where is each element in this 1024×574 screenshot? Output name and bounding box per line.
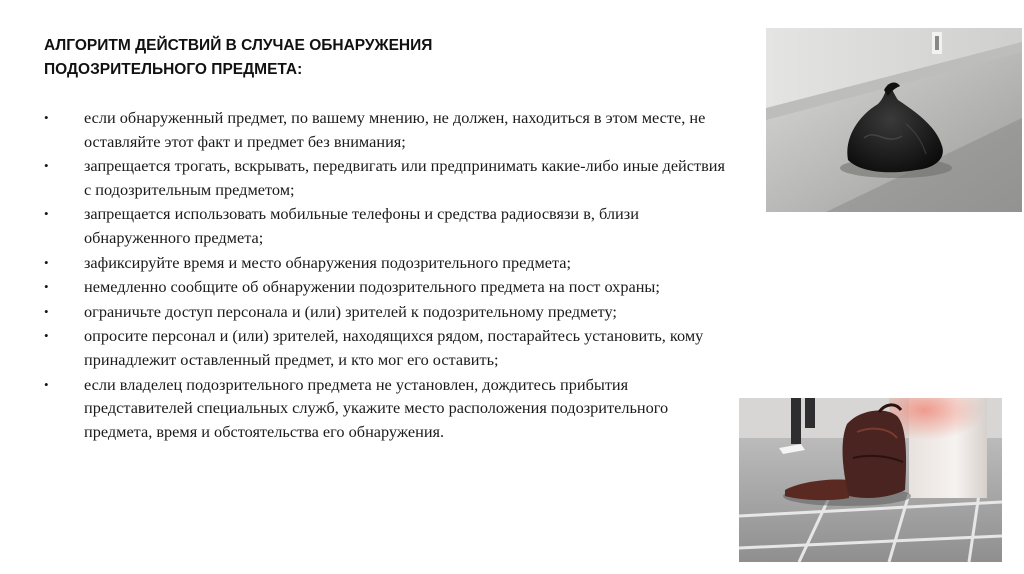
bullet-icon: •	[44, 376, 49, 392]
list-item-text: запрещается использовать мобильные телефоны и средства радиосвязи в, близи обнаруженного предмета;	[84, 204, 639, 247]
title-line: ПОДОЗРИТЕЛЬНОГО ПРЕДМЕТА:	[44, 61, 303, 78]
list-item-text: опросите персонал и (или) зрителей, находящихся рядом, постарайтесь установить, кому принадлежит оставленный предмет, и кто мог его оставить;	[84, 326, 704, 369]
list-item-text: зафиксируйте время и место обнаружения подозрительного предмета;	[84, 252, 572, 272]
bullet-icon: •	[44, 279, 49, 295]
list-item-text: если владелец подозрительного предмета не установлен, дождитесь прибытия представителей специальных служб, укажите место расположения подозрительного предмета, время и обстоятельства его обнаружения.	[84, 374, 669, 441]
bullet-icon: •	[44, 110, 49, 125]
list-item	[44, 202, 734, 249]
list-item	[44, 373, 734, 444]
list-item-text: запрещается трогать, вскрывать, передвигать или предпринимать какие-либо иные действия с подозрительным предметом;	[84, 156, 725, 199]
title-line: АЛГОРИТМ ДЕЙСТВИЙ В СЛУЧАЕ ОБНАРУЖЕНИЯ	[44, 37, 433, 54]
list-item-text: ограничьте доступ персонала и (или) зрителей к подозрительному предмету;	[84, 301, 617, 321]
bullet-icon: •	[44, 158, 49, 174]
list-item	[44, 154, 734, 201]
list-item-text: если обнаруженный предмет, по вашему мнению, не должен, находиться в этом месте, не оставляйте этот факт и предмет без внимания;	[84, 108, 706, 151]
photo-abandoned-bag	[739, 398, 1002, 562]
list-item-text: немедленно сообщите об обнаружении подозрительного предмета на пост охраны;	[84, 277, 660, 297]
text-block	[44, 34, 734, 444]
abandoned-bag-image	[739, 398, 1002, 562]
list-item	[44, 106, 734, 153]
bullet-icon: •	[44, 206, 49, 222]
list-item	[44, 300, 734, 324]
bullet-icon: •	[44, 303, 49, 319]
slide-title	[44, 34, 734, 82]
photo-garbage-bag	[766, 28, 1022, 212]
list-item	[44, 275, 734, 299]
garbage-bag-image	[766, 28, 1022, 212]
bullet-icon: •	[44, 328, 49, 344]
list-item	[44, 324, 734, 371]
bullet-icon: •	[44, 254, 49, 270]
bullet-list	[44, 106, 734, 443]
list-item	[44, 251, 734, 275]
